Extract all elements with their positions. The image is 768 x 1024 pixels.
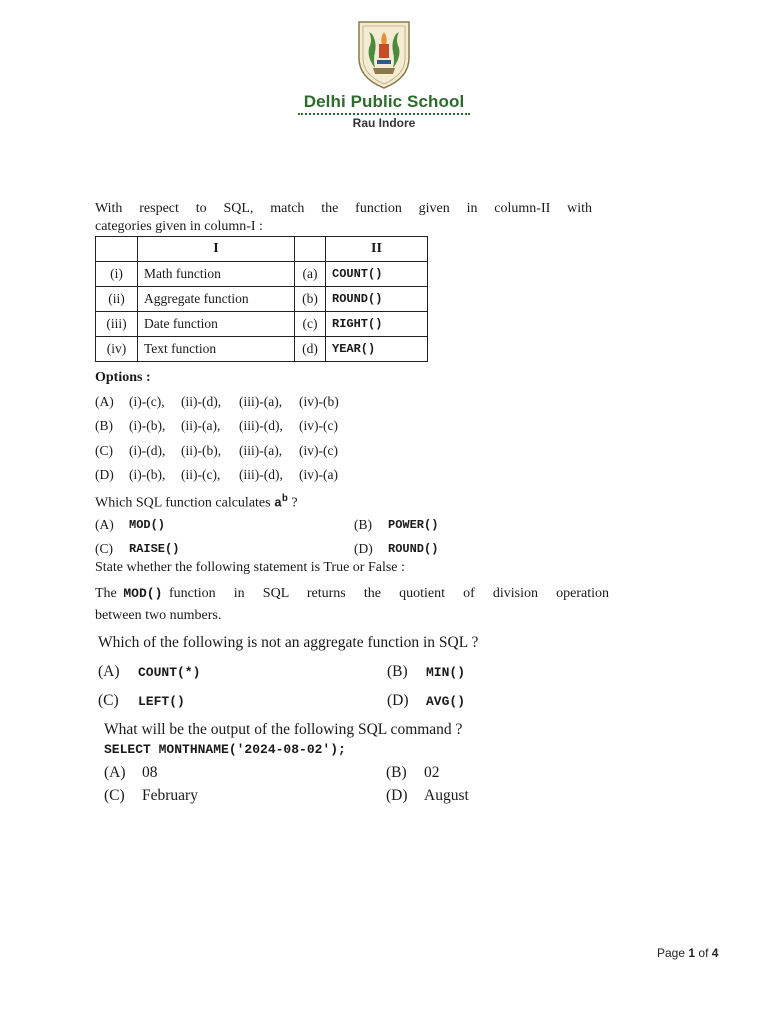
table-row: (i) Math function (a) COUNT() — [96, 262, 428, 287]
school-location: Rau Indore — [352, 116, 416, 130]
school-name: Delhi Public School — [303, 92, 465, 111]
q3-statement-line2: between two numbers. — [95, 608, 222, 623]
match-table — [95, 236, 428, 362]
col2-header: II — [326, 237, 428, 262]
q5-text: What will be the output of the following SQL command ? — [104, 721, 463, 738]
header-divider — [298, 113, 470, 115]
q5-sql-command: SELECT MONTHNAME('2024-08-02'); — [104, 742, 346, 757]
options-label: Options : — [95, 370, 151, 385]
table-row: (iii) Date function (c) RIGHT() — [96, 312, 428, 337]
dps-crest-logo-icon — [355, 18, 413, 90]
table-header-row — [96, 237, 428, 262]
q2-text: Which SQL function calculates $a^b$ ? — [95, 494, 298, 511]
q3-statement-line1: The MOD() function in SQL returns the quotient of division operation — [95, 586, 609, 601]
table-row: (ii) Aggregate function (b) ROUND() — [96, 287, 428, 312]
table-row: (iv) Text function (d) YEAR() — [96, 337, 428, 362]
col1-header: I — [138, 237, 295, 262]
q3-title: State whether the following statement is True or False : — [95, 560, 405, 575]
q4-text: Which of the following is not an aggregate function in SQL ? — [98, 634, 479, 651]
page-number: Page 1 of 4 — [657, 946, 719, 960]
q1-text-line1: With respect to SQL, match the function given in column-II with — [95, 201, 592, 216]
q1-text-line2: categories given in column-I : — [95, 219, 263, 234]
